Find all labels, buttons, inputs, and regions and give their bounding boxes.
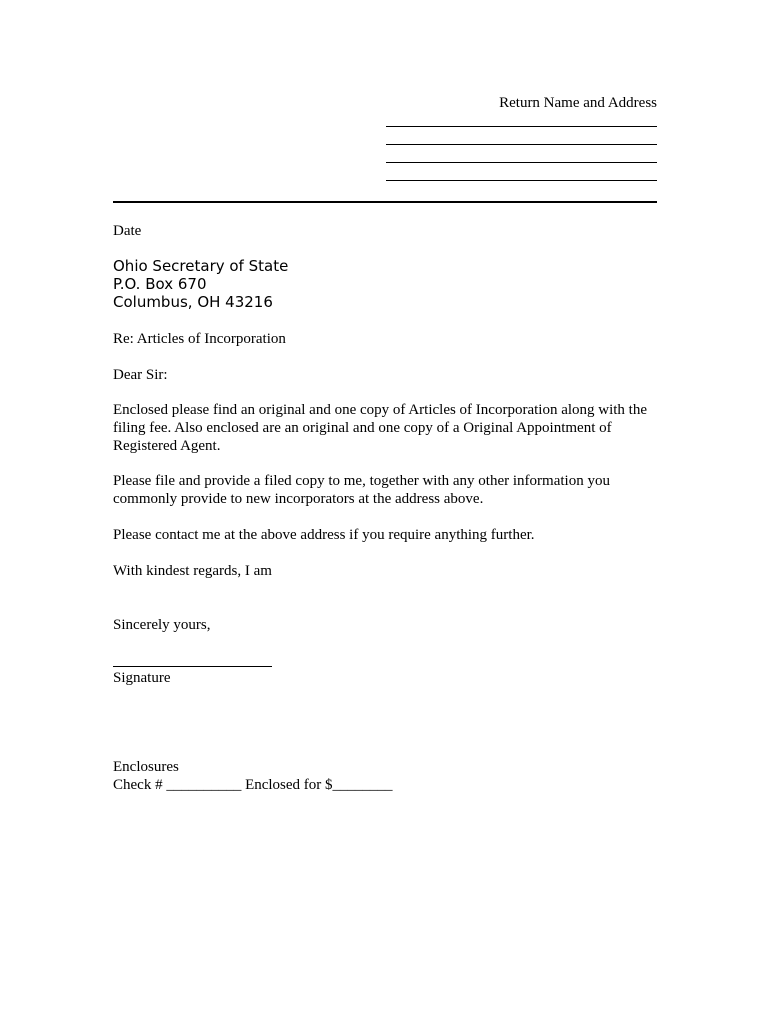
closing: Sincerely yours, bbox=[113, 617, 211, 633]
body-paragraph-3: Please contact me at the above address if you require anything further. bbox=[113, 527, 535, 543]
recipient-address bbox=[113, 257, 288, 311]
return-name-address-label: Return Name and Address bbox=[499, 95, 657, 111]
body-paragraph-2 bbox=[113, 472, 661, 508]
recipient-line-1: Ohio Secretary of State bbox=[113, 257, 289, 275]
recipient-line-2: P.O. Box 670 bbox=[113, 275, 207, 293]
return-address-line-3 bbox=[386, 162, 657, 163]
body-paragraph-1-line-3: Registered Agent. bbox=[113, 438, 221, 454]
signature-label: Signature bbox=[113, 670, 171, 686]
return-address-line-2 bbox=[386, 144, 657, 145]
body-paragraph-1-line-2: filing fee. Also enclosed are an original and one copy of a Original Appointment of bbox=[113, 420, 612, 436]
re-line: Re: Articles of Incorporation bbox=[113, 331, 286, 347]
date-label: Date bbox=[113, 223, 142, 239]
salutation: Dear Sir: bbox=[113, 367, 168, 383]
body-paragraph-1 bbox=[113, 401, 661, 455]
body-paragraph-1-line-1: Enclosed please find an original and one copy of Articles of Incorporation along with the bbox=[113, 402, 648, 418]
body-paragraph-4: With kindest regards, I am bbox=[113, 563, 272, 579]
body-paragraph-2-line-2: commonly provide to new incorporators at the address above. bbox=[113, 491, 484, 507]
enclosures-label: Enclosures bbox=[113, 759, 179, 775]
check-enclosed-line: Check # __________ Enclosed for $________ bbox=[113, 777, 393, 793]
return-address-line-1 bbox=[386, 126, 657, 127]
return-address-line-4 bbox=[386, 180, 657, 181]
body-paragraph-2-line-1: Please file and provide a filed copy to me, together with any other information you bbox=[113, 473, 610, 489]
header-divider bbox=[113, 201, 657, 203]
signature-line bbox=[113, 666, 272, 667]
recipient-line-3: Columbus, OH 43216 bbox=[113, 293, 273, 311]
